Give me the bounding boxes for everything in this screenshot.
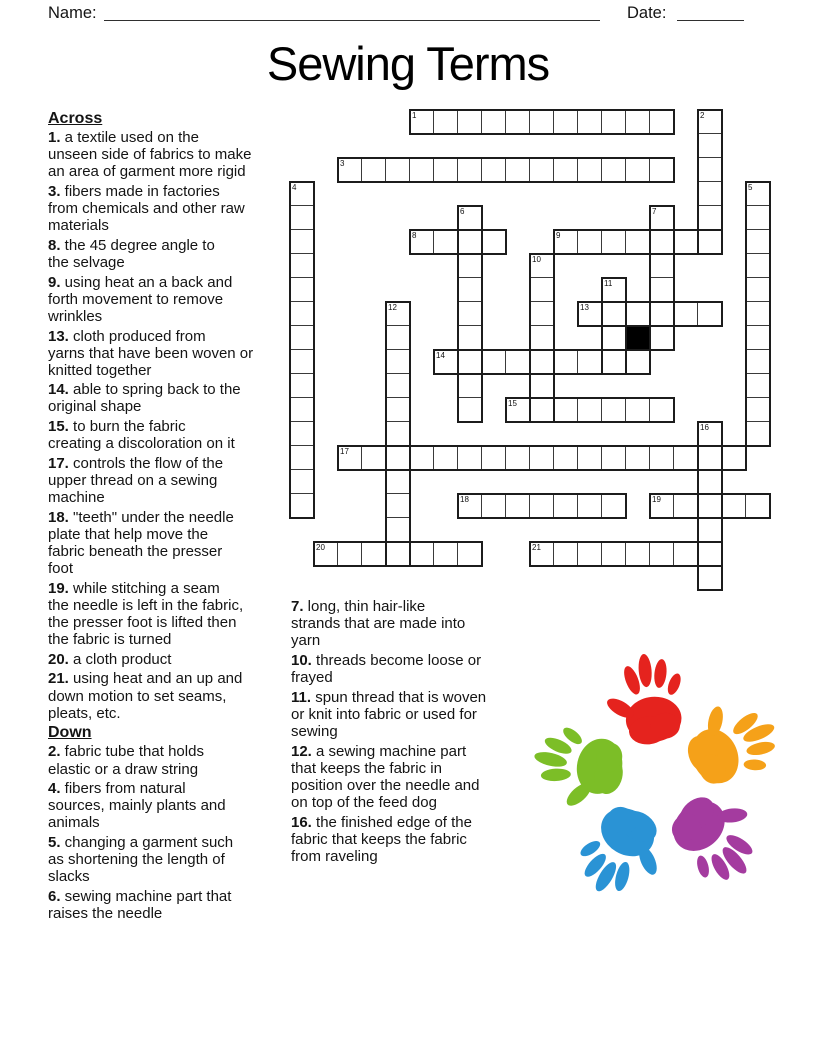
grid-cell[interactable] (457, 325, 482, 350)
grid-cell[interactable] (337, 157, 362, 182)
cell-number-1: 1 (412, 111, 417, 120)
cell-number-4: 4 (292, 183, 297, 192)
grid-cell[interactable] (409, 109, 434, 134)
grid-cell[interactable] (625, 397, 650, 422)
grid-cell[interactable] (697, 493, 722, 518)
grid-cell[interactable] (289, 349, 314, 374)
grid-cell[interactable] (409, 445, 434, 470)
handprints-image (505, 632, 815, 932)
grid-cell[interactable] (385, 469, 410, 494)
grid-cell[interactable] (577, 229, 602, 254)
grid-cell[interactable] (337, 541, 362, 566)
clue-down-5: 5. changing a garment such as shortening the length of slacks (48, 834, 234, 886)
grid-cell[interactable] (457, 301, 482, 326)
cell-number-20: 20 (316, 543, 325, 552)
grid-cell[interactable] (577, 541, 602, 566)
grid-cell[interactable] (289, 493, 314, 518)
grid-cell[interactable] (697, 181, 722, 206)
cell-number-17: 17 (340, 447, 349, 456)
grid-cell[interactable] (361, 445, 386, 470)
grid-cell[interactable] (601, 109, 626, 134)
grid-cell[interactable] (649, 301, 674, 326)
grid-cell[interactable] (505, 349, 530, 374)
grid-cell[interactable] (601, 157, 626, 182)
clue-across-15: 15. to burn the fabric creating a discoloration on it (48, 418, 235, 453)
grid-cell[interactable] (745, 373, 770, 398)
grid-cell[interactable] (361, 541, 386, 566)
grid-cell[interactable] (745, 397, 770, 422)
grid-cell[interactable] (577, 301, 602, 326)
grid-cell[interactable] (529, 349, 554, 374)
cell-number-5: 5 (748, 183, 753, 192)
clue-down-4: 4. fibers from natural sources, mainly plants and animals (48, 780, 226, 832)
grid-cell[interactable] (289, 301, 314, 326)
grid-cell[interactable] (457, 205, 482, 230)
grid-cell[interactable] (745, 229, 770, 254)
grid-cell[interactable] (745, 301, 770, 326)
cell-number-15: 15 (508, 399, 517, 408)
grid-cell[interactable] (433, 157, 458, 182)
grid-cell[interactable] (529, 109, 554, 134)
handprint-orange (674, 686, 789, 796)
clue-down-10: 10. threads become loose or frayed (291, 651, 482, 686)
across-clue-list (48, 129, 298, 722)
clue-across-18: 18. "teeth" under the needle plate that help move the fabric beneath the presser foot (48, 508, 234, 578)
cell-number-19: 19 (652, 495, 661, 504)
grid-cell[interactable] (289, 397, 314, 422)
clue-across-20: 20. a cloth product (48, 650, 172, 668)
clue-across-19: 19. while stitching a seam the needle is left in the fabric, the presser foot is lifted then the fabric is turned (48, 579, 244, 649)
grid-cell[interactable] (673, 493, 698, 518)
grid-cell[interactable] (673, 445, 698, 470)
grid-cell[interactable] (577, 397, 602, 422)
grid-cell[interactable] (697, 541, 722, 566)
grid-cell[interactable] (433, 541, 458, 566)
grid-cell[interactable] (289, 181, 314, 206)
grid-cell[interactable] (505, 397, 530, 422)
handprint-purple (658, 776, 779, 898)
clue-across-13: 13. cloth produced from yarns that have been woven or knitted together (48, 327, 254, 379)
date-label: Date: (627, 4, 667, 22)
cell-number-9: 9 (556, 231, 561, 240)
name-blank-line[interactable] (104, 3, 600, 21)
grid-cell[interactable] (601, 325, 626, 350)
clue-across-3: 3. fibers made in factories from chemicals and other raw materials (48, 182, 245, 235)
grid-cell[interactable] (673, 301, 698, 326)
grid-cell[interactable] (697, 469, 722, 494)
grid-cell[interactable] (649, 277, 674, 302)
grid-cell[interactable] (649, 157, 674, 182)
grid-cell[interactable] (481, 229, 506, 254)
grid-cell[interactable] (553, 349, 578, 374)
grid-cell[interactable] (457, 373, 482, 398)
across-header: Across (48, 110, 103, 127)
grid-cell[interactable] (529, 253, 554, 278)
grid-cell[interactable] (649, 253, 674, 278)
grid-cell[interactable] (601, 349, 626, 374)
grid-cell[interactable] (745, 349, 770, 374)
grid-cell[interactable] (433, 349, 458, 374)
clue-across-17: 17. controls the flow of the upper thread on a sewing machine (48, 454, 224, 507)
cell-number-3: 3 (340, 159, 345, 168)
clue-across-9: 9. using heat an a back and forth movement to remove wrinkles (48, 273, 233, 325)
grid-cell[interactable] (553, 493, 578, 518)
grid-cell[interactable] (721, 493, 746, 518)
cell-number-8: 8 (412, 231, 417, 240)
clue-across-14: 14. able to spring back to the original shape (48, 381, 241, 416)
grid-cell[interactable] (601, 229, 626, 254)
grid-cell[interactable] (337, 445, 362, 470)
grid-cell[interactable] (625, 301, 650, 326)
grid-cell[interactable] (553, 109, 578, 134)
grid-cell[interactable] (289, 205, 314, 230)
clue-down-6: 6. sewing machine part that raises the needle (48, 887, 232, 923)
grid-cell[interactable] (457, 229, 482, 254)
grid-cell[interactable] (433, 229, 458, 254)
handprint-green (525, 719, 631, 819)
grid-cell[interactable] (385, 445, 410, 470)
grid-cell[interactable] (697, 133, 722, 158)
grid-cell[interactable] (505, 493, 530, 518)
grid-cell[interactable] (385, 157, 410, 182)
grid-cell[interactable] (529, 373, 554, 398)
clue-down-2: 2. fabric tube that holds elastic or a draw string (48, 743, 204, 778)
cell-number-2: 2 (700, 111, 705, 120)
down-header: Down (48, 724, 92, 742)
grid-cell[interactable] (649, 397, 674, 422)
grid-cell[interactable] (289, 253, 314, 278)
clues-column-left (48, 110, 298, 925)
clue-down-16: 16. the finished edge of the fabric that keeps the fabric from raveling (291, 813, 472, 865)
grid-cell[interactable] (697, 229, 722, 254)
grid-cell[interactable] (385, 373, 410, 398)
grid-cell[interactable] (673, 541, 698, 566)
cell-number-13: 13 (580, 303, 589, 312)
grid-cell[interactable] (721, 445, 746, 470)
cell-number-12: 12 (388, 303, 397, 312)
grid-cell[interactable] (745, 205, 770, 230)
grid-cell[interactable] (745, 421, 770, 446)
clue-down-7: 7. long, thin hair-like strands that are made into yarn (291, 598, 466, 650)
grid-cell[interactable] (361, 157, 386, 182)
cell-number-6: 6 (460, 207, 465, 216)
clue-across-8: 8. the 45 degree angle to the selvage (48, 236, 215, 271)
grid-cell[interactable] (409, 157, 434, 182)
grid-cell[interactable] (289, 373, 314, 398)
page-title: Sewing Terms (266, 37, 550, 90)
cell-number-10: 10 (532, 255, 541, 264)
grid-cell[interactable] (745, 253, 770, 278)
grid-cell[interactable] (481, 445, 506, 470)
grid-cell[interactable] (505, 157, 530, 182)
grid-cell[interactable] (601, 301, 626, 326)
down-clue-list-part1 (48, 743, 298, 922)
grid-cell[interactable] (505, 445, 530, 470)
grid-cell[interactable] (697, 517, 722, 542)
cell-number-16: 16 (700, 423, 709, 432)
cell-number-11: 11 (604, 279, 613, 288)
grid-cell[interactable] (577, 349, 602, 374)
grid-cell[interactable] (409, 229, 434, 254)
grid-cell[interactable] (625, 229, 650, 254)
grid-cell[interactable] (697, 445, 722, 470)
grid-cell[interactable] (289, 445, 314, 470)
grid-cell[interactable] (385, 541, 410, 566)
clue-down-11: 11. spun thread that is woven or knit into fabric or used for sewing (291, 688, 487, 740)
grid-cell[interactable] (553, 229, 578, 254)
grid-cell[interactable] (385, 517, 410, 542)
grid-cell[interactable] (457, 253, 482, 278)
grid-cell[interactable] (481, 109, 506, 134)
grid-cell[interactable] (433, 445, 458, 470)
grid-cell[interactable] (553, 541, 578, 566)
grid-cell[interactable] (457, 109, 482, 134)
clue-across-21: 21. using heat and an up and down motion to set seams, pleats, etc. (48, 670, 243, 722)
grid-cell[interactable] (625, 157, 650, 182)
grid-cell[interactable] (697, 157, 722, 182)
grid-cell[interactable] (649, 109, 674, 134)
grid-cell[interactable] (457, 397, 482, 422)
grid-cell[interactable] (505, 109, 530, 134)
grid-cell[interactable] (625, 445, 650, 470)
grid-cell[interactable] (529, 445, 554, 470)
grid-cell[interactable] (601, 397, 626, 422)
grid-cell[interactable] (385, 349, 410, 374)
grid-cell[interactable] (529, 493, 554, 518)
grid-cell[interactable] (625, 541, 650, 566)
grid-cell[interactable] (313, 541, 338, 566)
grid-cell[interactable] (697, 421, 722, 446)
grid-cell[interactable] (745, 493, 770, 518)
grid-cell[interactable] (745, 277, 770, 302)
grid-cell[interactable] (385, 397, 410, 422)
grid-cell[interactable] (529, 541, 554, 566)
grid-cell[interactable] (481, 349, 506, 374)
grid-cell[interactable] (289, 277, 314, 302)
grid-cell[interactable] (385, 325, 410, 350)
grid-cell[interactable] (385, 421, 410, 446)
cell-number-18: 18 (460, 495, 469, 504)
grid-cell[interactable] (433, 109, 458, 134)
handprint-blue (565, 794, 682, 914)
grid-cell[interactable] (385, 301, 410, 326)
grid-cell[interactable] (577, 109, 602, 134)
clue-down-12: 12. a sewing machine part that keeps the fabric in position over the needle and on top of the feed dog (291, 742, 480, 811)
cell-number-7: 7 (652, 207, 657, 216)
grid-cell[interactable] (601, 277, 626, 302)
grid-cell[interactable] (409, 541, 434, 566)
grid-cell[interactable] (697, 565, 722, 590)
grid-cell[interactable] (649, 229, 674, 254)
grid-cell[interactable] (289, 469, 314, 494)
grid-cell[interactable] (697, 301, 722, 326)
grid-cell[interactable] (481, 493, 506, 518)
grid-cell[interactable] (457, 277, 482, 302)
grid-cell[interactable] (745, 181, 770, 206)
grid-cell[interactable] (457, 493, 482, 518)
grid-cell[interactable] (553, 445, 578, 470)
grid-cell[interactable] (649, 493, 674, 518)
grid-cell[interactable] (697, 109, 722, 134)
grid-cell[interactable] (457, 349, 482, 374)
grid-cell[interactable] (457, 445, 482, 470)
grid-cell[interactable] (625, 349, 650, 374)
grid-cell[interactable] (577, 493, 602, 518)
grid-cell[interactable] (457, 157, 482, 182)
grid-cell[interactable] (289, 421, 314, 446)
clue-across-1: 1. a textile used on the unseen side of fabrics to make an area of garment more rigid (48, 129, 252, 181)
grid-cell[interactable] (697, 205, 722, 230)
grid-cell[interactable] (529, 325, 554, 350)
grid-cell[interactable] (601, 445, 626, 470)
grid-cell[interactable] (673, 229, 698, 254)
grid-cell[interactable] (289, 229, 314, 254)
grid-cell[interactable] (529, 397, 554, 422)
grid-cell[interactable] (553, 397, 578, 422)
grid-cell-black (625, 325, 650, 350)
grid-cell[interactable] (529, 157, 554, 182)
grid-cell[interactable] (601, 541, 626, 566)
grid-cell[interactable] (577, 445, 602, 470)
handprint-red (600, 651, 689, 748)
grid-cell[interactable] (529, 301, 554, 326)
grid-cell[interactable] (649, 445, 674, 470)
grid-cell[interactable] (745, 325, 770, 350)
grid-cell[interactable] (601, 493, 626, 518)
grid-cell[interactable] (649, 325, 674, 350)
grid-cell[interactable] (577, 157, 602, 182)
grid-cell[interactable] (385, 493, 410, 518)
date-blank-line[interactable] (677, 3, 744, 21)
name-label: Name: (48, 4, 97, 22)
grid-cell[interactable] (457, 541, 482, 566)
cell-number-21: 21 (532, 543, 541, 552)
cell-number-14: 14 (436, 351, 445, 360)
grid-cell[interactable] (649, 541, 674, 566)
grid-cell[interactable] (529, 277, 554, 302)
grid-cell[interactable] (625, 109, 650, 134)
grid-cell[interactable] (481, 157, 506, 182)
grid-cell[interactable] (649, 205, 674, 230)
grid-cell[interactable] (289, 325, 314, 350)
grid-cell[interactable] (553, 157, 578, 182)
